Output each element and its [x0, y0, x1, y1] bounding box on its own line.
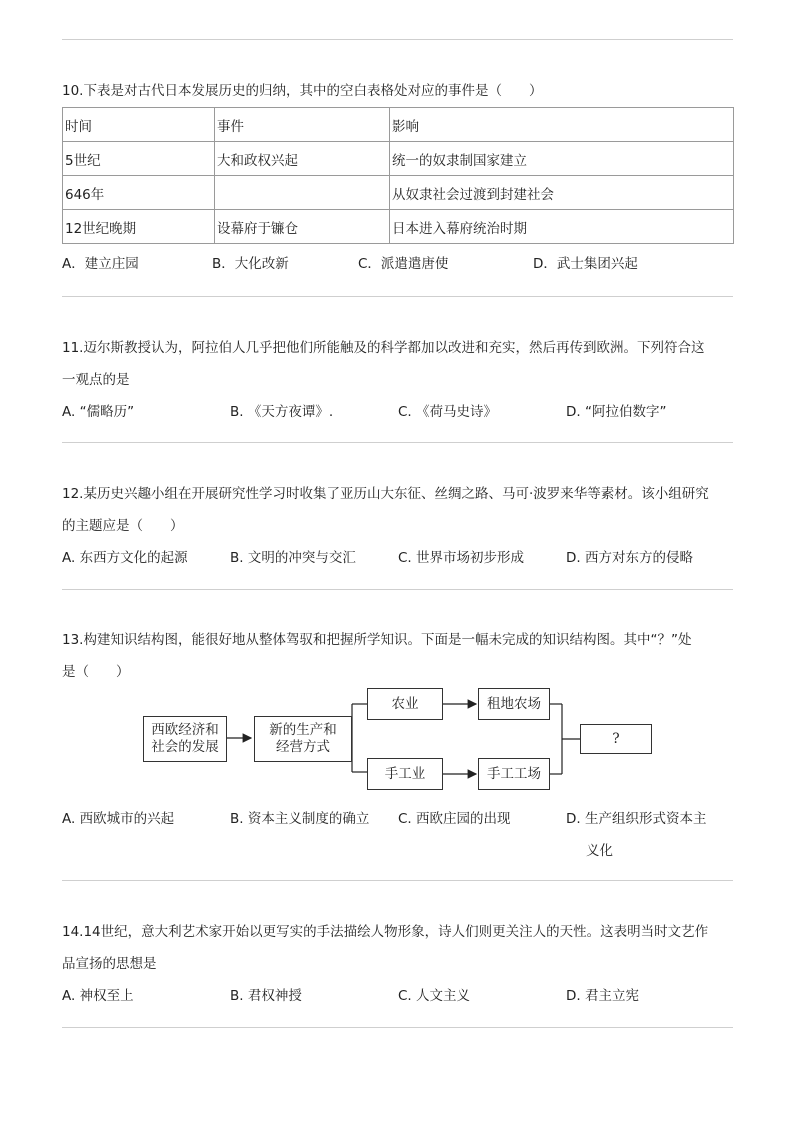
divider [62, 442, 733, 443]
q14-option-a[interactable]: A. 神权至上 [62, 988, 134, 1004]
q13-option-b[interactable]: B. 资本主义制度的确立 [230, 811, 370, 827]
box-new-production [254, 716, 352, 762]
box-label-line: 经营方式 [276, 739, 330, 755]
table-header-cell: 事件 [215, 108, 390, 142]
table-cell: 从奴隶社会过渡到封建社会 [390, 176, 734, 210]
q10-option-d[interactable]: D．武士集团兴起 [533, 256, 638, 272]
box-agriculture: 农业 [367, 688, 443, 720]
q14-option-c[interactable]: C. 人文主义 [398, 988, 471, 1004]
q13-option-c[interactable]: C. 西欧庄园的出现 [398, 811, 511, 827]
q13-option-a[interactable]: A. 西欧城市的兴起 [62, 811, 175, 827]
q11-stem-line1: 11.迈尔斯教授认为，阿拉伯人几乎把他们所能触及的科学都加以改进和充实，然后再传到欧洲。下列符合这 [62, 340, 705, 356]
q10-table [62, 107, 734, 244]
box-workshop: 手工工场 [478, 758, 550, 790]
box-label-line: 新的生产和 [269, 722, 337, 738]
q12-option-d[interactable]: D. 西方对东方的侵略 [566, 550, 693, 566]
box-label-line: 西欧经济和 [151, 722, 219, 738]
table-cell: 统一的奴隶制国家建立 [390, 142, 734, 176]
table-row [63, 142, 734, 176]
divider-bottom [62, 1027, 733, 1028]
q11-option-a[interactable]: A. “儒略历” [62, 404, 135, 420]
table-cell: 设幕府于镰仓 [215, 210, 390, 244]
box-handicraft: 手工业 [367, 758, 443, 790]
table-cell: 12世纪晚期 [63, 210, 215, 244]
q12-stem-line1: 12.某历史兴趣小组在开展研究性学习时收集了亚历山大东征、丝绸之路、马可·波罗来华等素材。该小组研究 [62, 486, 709, 502]
q13-option-d[interactable]: D. 生产组织形式资本主 [566, 811, 707, 827]
q10-option-b[interactable]: B．大化改新 [212, 256, 289, 272]
q10-option-a[interactable]: A．建立庄园 [62, 256, 139, 272]
q11-option-d[interactable]: D. “阿拉伯数字” [566, 404, 667, 420]
q12-option-b[interactable]: B. 文明的冲突与交汇 [230, 550, 356, 566]
q12-option-a[interactable]: A. 东西方文化的起源 [62, 550, 188, 566]
q11-stem-line2: 一观点的是 [62, 372, 130, 388]
table-header-row [63, 108, 734, 142]
box-economy-society [143, 716, 227, 762]
table-cell: 646年 [63, 176, 215, 210]
q13-option-d-continuation: 义化 [586, 843, 613, 859]
q11-option-c[interactable]: C. 《荷马史诗》 [398, 404, 498, 420]
divider-top [62, 39, 733, 40]
q14-stem-line2: 品宣扬的思想是 [62, 956, 157, 972]
q12-option-c[interactable]: C. 世界市场初步形成 [398, 550, 525, 566]
box-unknown: ? [580, 724, 652, 754]
table-cell: 日本进入幕府统治时期 [390, 210, 734, 244]
q10-stem: 10.下表是对古代日本发展历史的归纳，其中的空白表格处对应的事件是（ ） [62, 83, 543, 99]
q12-stem-line2: 的主题应是（ ） [62, 518, 184, 534]
table-header-cell: 影响 [390, 108, 734, 142]
q14-option-d[interactable]: D. 君主立宪 [566, 988, 639, 1004]
box-rental-farm: 租地农场 [478, 688, 550, 720]
q14-option-b[interactable]: B. 君权神授 [230, 988, 302, 1004]
divider [62, 589, 733, 590]
table-row [63, 176, 734, 210]
table-header-cell: 时间 [63, 108, 215, 142]
q13-stem-line1: 13.构建知识结构图，能很好地从整体驾驭和把握所学知识。下面是一幅未完成的知识结构图。其中“？”处 [62, 632, 692, 648]
table-cell: 5世纪 [63, 142, 215, 176]
q10-option-c[interactable]: C．派遣遣唐使 [358, 256, 449, 272]
q14-stem-line1: 14.14世纪，意大利艺术家开始以更写实的手法描绘人物形象，诗人们则更关注人的天性。这表明当时文艺作 [62, 924, 709, 940]
divider [62, 296, 733, 297]
table-cell-blank [215, 176, 390, 210]
knowledge-structure-diagram [140, 682, 660, 794]
box-label-line: 社会的发展 [151, 739, 219, 755]
q11-option-b[interactable]: B. 《天方夜谭》. [230, 404, 334, 420]
q13-stem-line2: 是（ ） [62, 664, 130, 680]
table-cell: 大和政权兴起 [215, 142, 390, 176]
divider [62, 880, 733, 881]
table-row [63, 210, 734, 244]
